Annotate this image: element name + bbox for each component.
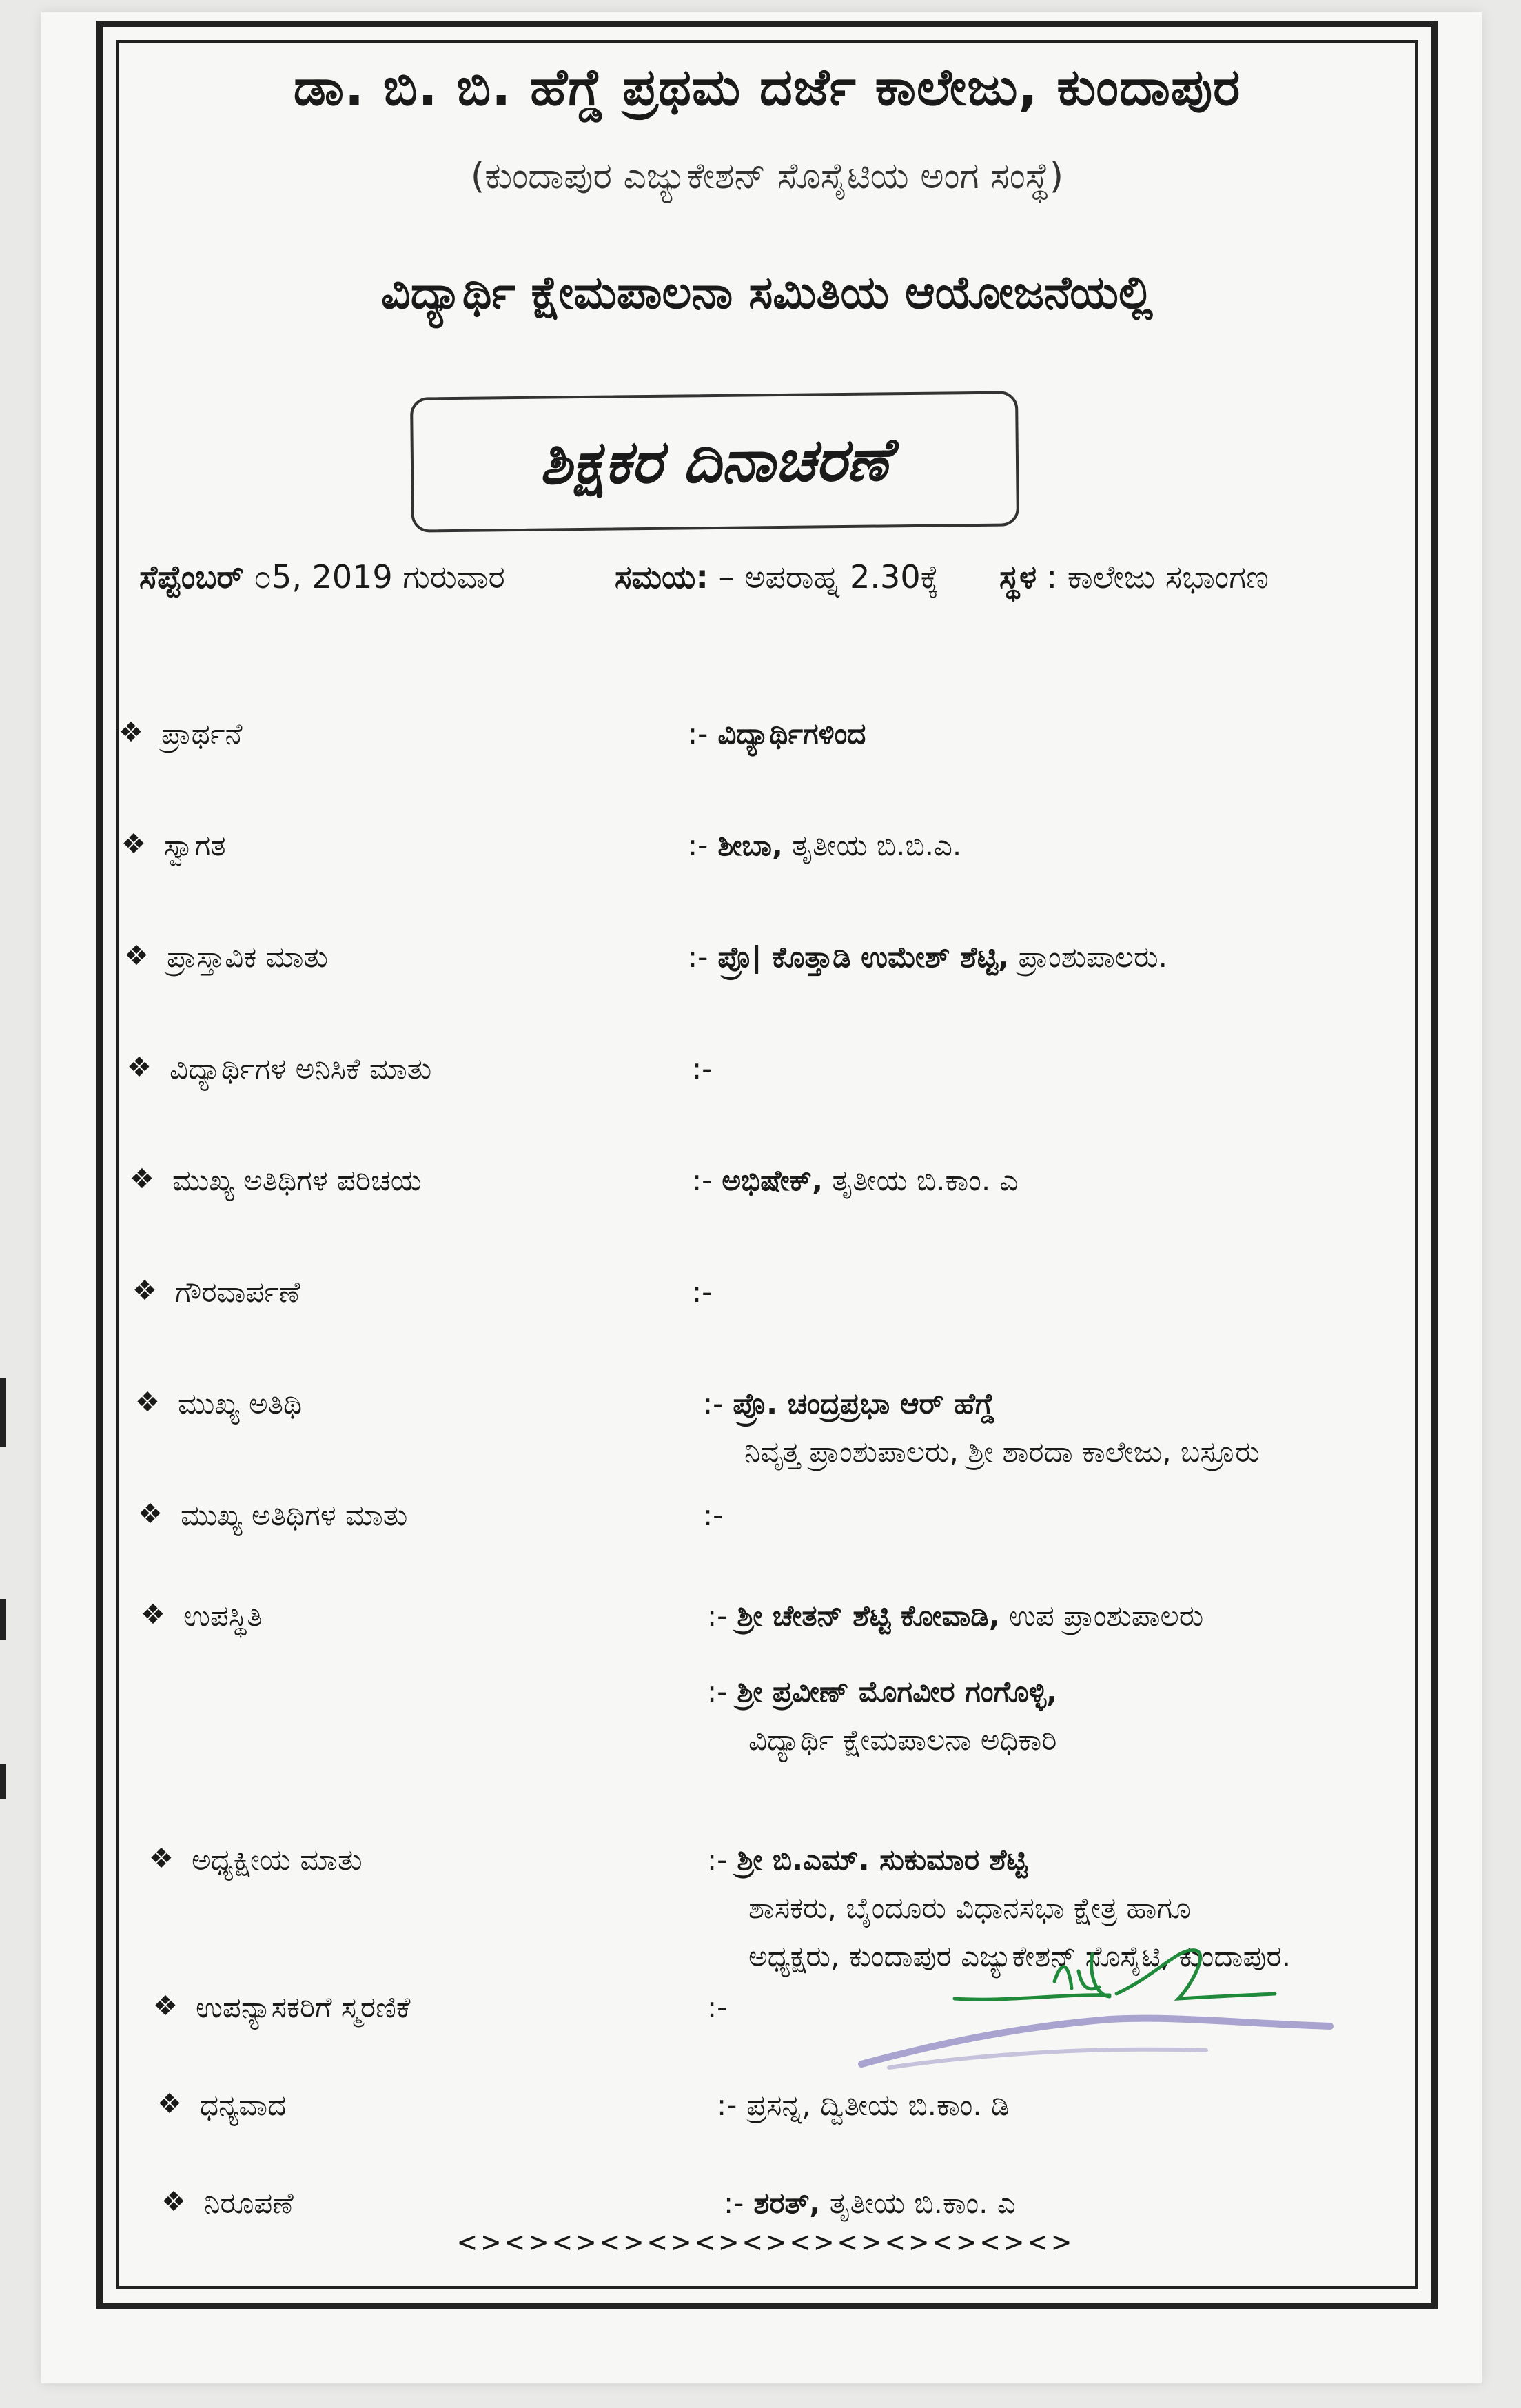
value-separator: :- [707,1990,728,2024]
value-separator: :- [724,2186,744,2220]
program-item-value [703,1387,995,1421]
value-separator: :- [707,1599,728,1633]
person-designation: ವಿದ್ಯಾರ್ಥಿ ಕ್ಷೇಮಪಾಲನಾ ಅಧಿಕಾರಿ [748,1723,1057,1757]
venue-label: ಸ್ಥಳ [999,558,1037,595]
person-role: ಉಪ ಪ್ರಾಂಶುಪಾಲರು [999,1599,1204,1633]
program-item-label: ಸ್ವಾಗತ [164,828,226,862]
diamond-bullet-icon: ❖ [124,940,149,972]
diamond-bullet-icon: ❖ [132,1275,157,1307]
person-name: ಶ್ರೀ ಚೇತನ್ ಶೆಟ್ಟಿ ಕೋವಾಡಿ, [737,1599,1000,1633]
program-item-value [707,1843,1028,1877]
person-name: ಶ್ರೀ ಪ್ರವೀಣ್ ಮೊಗವೀರ ಗಂಗೊಳ್ಳಿ, [737,1675,1058,1708]
person-designation: ಅಧ್ಯಕ್ಷರು, ಕುಂದಾಪುರ ಎಜ್ಯುಕೇಶನ್ ಸೊಸೈಟಿ, ಕುಂದಾಪುರ. [748,1939,1292,1973]
diamond-bullet-icon: ❖ [141,1599,165,1631]
date-rest: ೦5, 2019 ಗುರುವಾರ [243,558,505,595]
value-separator: :- [688,940,708,974]
program-item-value [688,717,866,751]
program-item-label: ಪ್ರಾಸ್ತಾವಿಕ ಮಾತು [167,940,329,974]
program-item-value [707,1675,1057,1709]
event-time [615,558,939,597]
venue-value: : ಕಾಲೇಜು ಸಭಾಂಗಣ [1037,558,1269,595]
program-item-value [717,2088,1010,2123]
program-item-label: ಉಪಸ್ಥಿತಿ [183,1599,263,1633]
stamp-mark [848,1999,1344,2081]
time-value: – ಅಪರಾಹ್ನ 2.30ಕ್ಕೆ [708,558,939,595]
program-item-label: ಮುಖ್ಯ ಅತಿಥಿಗಳ ಪರಿಚಯ [172,1163,422,1197]
program-item-value [692,1052,722,1085]
diamond-bullet-icon: ❖ [161,2186,186,2218]
value-separator: :- [707,1843,728,1877]
college-subtitle: (ಕುಂದಾಪುರ ಎಜ್ಯುಕೇಶನ್ ಸೊಸೈಟಿಯ ಅಂಗ ಸಂಸ್ಥೆ) [470,156,1064,197]
date-month: ಸೆಪ್ಟೆಂಬರ್ [139,558,244,595]
value-separator: :- [703,1498,724,1532]
person-role: ತೃತೀಯ ಬಿ.ಕಾಂ. ಎ [820,2186,1016,2220]
value-separator: :- [717,2088,737,2122]
program-item-label: ಧನ್ಯವಾದ [200,2088,287,2122]
diamond-bullet-icon: ❖ [130,1163,154,1195]
program-item-label: ಗೌರವಾರ್ಪಣೆ [175,1275,300,1309]
program-item-label: ಮುಖ್ಯ ಅತಿಥಿ [178,1387,303,1420]
person-role: ಪ್ರಾಂಶುಪಾಲರು. [1009,940,1167,974]
program-item-label: ಅಧ್ಯಕ್ಷೀಯ ಮಾತು [192,1843,363,1877]
program-item-value [707,1990,737,2024]
diamond-bullet-icon: ❖ [127,1052,152,1083]
program-item-value [707,1599,1203,1633]
person-role: ತೃತೀಯ ಬಿ.ಕಾಂ. ಎ [823,1163,1019,1197]
time-label: ಸಮಯ: [615,558,708,595]
event-date [139,558,505,597]
binder-mark [0,1378,6,1447]
person-name: ಶ್ರೀ ಬಿ.ಎಮ್. ಸುಕುಮಾರ ಶೆಟ್ಟಿ [737,1843,1028,1877]
person-name: ಶರತ್, [753,2186,821,2220]
college-title: ಡಾ. ಬಿ. ಬಿ. ಹೆಗ್ಡೆ ಪ್ರಥಮ ದರ್ಜೆ ಕಾಲೇಜು, ಕುಂದಾಪುರ [293,58,1241,117]
binder-mark [0,1764,6,1799]
program-item-value [692,1275,722,1309]
value-separator: :- [688,717,708,751]
program-item-value [692,1163,1019,1198]
value-separator: :- [688,828,708,862]
diamond-bullet-icon: ❖ [138,1498,163,1530]
person-name: ಅಭಿಷೇಕ್, [722,1163,824,1197]
diamond-bullet-icon: ❖ [135,1387,160,1418]
diamond-bullet-icon: ❖ [121,828,146,860]
program-item-label: ಪ್ರಾರ್ಥನೆ [161,717,243,751]
value-separator: :- [692,1052,713,1085]
program-item-label: ಮುಖ್ಯ ಅತಿಥಿಗಳ ಮಾತು [181,1498,408,1532]
footer-ornament: <><><><><><><><><><><><><> [458,2225,1076,2260]
person-role: ತೃತೀಯ ಬಿ.ಬಿ.ಎ. [782,828,962,862]
person-name: ಪ್ರೊ. ಚಂದ್ರಪ್ರಭಾ ಆರ್ ಹೆಗ್ಡೆ [733,1387,995,1420]
event-venue [999,558,1269,597]
program-item-value [688,828,961,863]
diamond-bullet-icon: ❖ [157,2088,182,2120]
person-name: ಶೀಬಾ, [717,828,783,862]
person-name: ವಿದ್ಯಾರ್ಥಿಗಳಿಂದ [717,717,866,751]
value-separator: :- [692,1275,713,1309]
value-separator: :- [703,1387,724,1420]
program-item-label: ಉಪನ್ಯಾಸಕರಿಗೆ ಸ್ಮರಣಿಕೆ [196,1990,411,2024]
diamond-bullet-icon: ❖ [153,1990,178,2022]
diamond-bullet-icon: ❖ [119,717,143,748]
binder-mark [0,1599,6,1640]
program-item-label: ವಿದ್ಯಾರ್ಥಿಗಳ ಅನಿಸಿಕೆ ಮಾತು [170,1052,432,1085]
diamond-bullet-icon: ❖ [149,1843,174,1875]
person-name: ಪ್ರೊ| ಕೊತ್ತಾಡಿ ಉಮೇಶ್ ಶೆಟ್ಟಿ, [717,940,1010,974]
person-role: ಪ್ರಸನ್ನ, ದ್ವಿತೀಯ ಬಿ.ಕಾಂ. ಡಿ [746,2088,1010,2122]
person-designation: ನಿವೃತ್ತ ಪ್ರಾಂಶುಪಾಲರು, ಶ್ರೀ ಶಾರದಾ ಕಾಲೇಜು, ಬಸ್ರೂರು [744,1435,1260,1469]
event-title: ಶಿಕ್ಷಕರ ದಿನಾಚರಣೆ [539,424,890,498]
program-item-value [724,2186,1016,2221]
value-separator: :- [692,1163,713,1197]
program-item-value [703,1498,733,1532]
committee-line: ವಿದ್ಯಾರ್ಥಿ ಕ್ಷೇಮಪಾಲನಾ ಸಮಿತಿಯ ಆಯೋಜನೆಯಲ್ಲಿ [381,266,1153,319]
value-separator: :- [707,1675,728,1708]
program-item-label: ನಿರೂಪಣೆ [204,2186,294,2220]
person-designation: ಶಾಸಕರು, ಬೈಂದೂರು ವಿಧಾನಸಭಾ ಕ್ಷೇತ್ರ ಹಾಗೂ [748,1891,1191,1925]
event-title-box [410,391,1019,532]
program-item-value [688,940,1167,975]
